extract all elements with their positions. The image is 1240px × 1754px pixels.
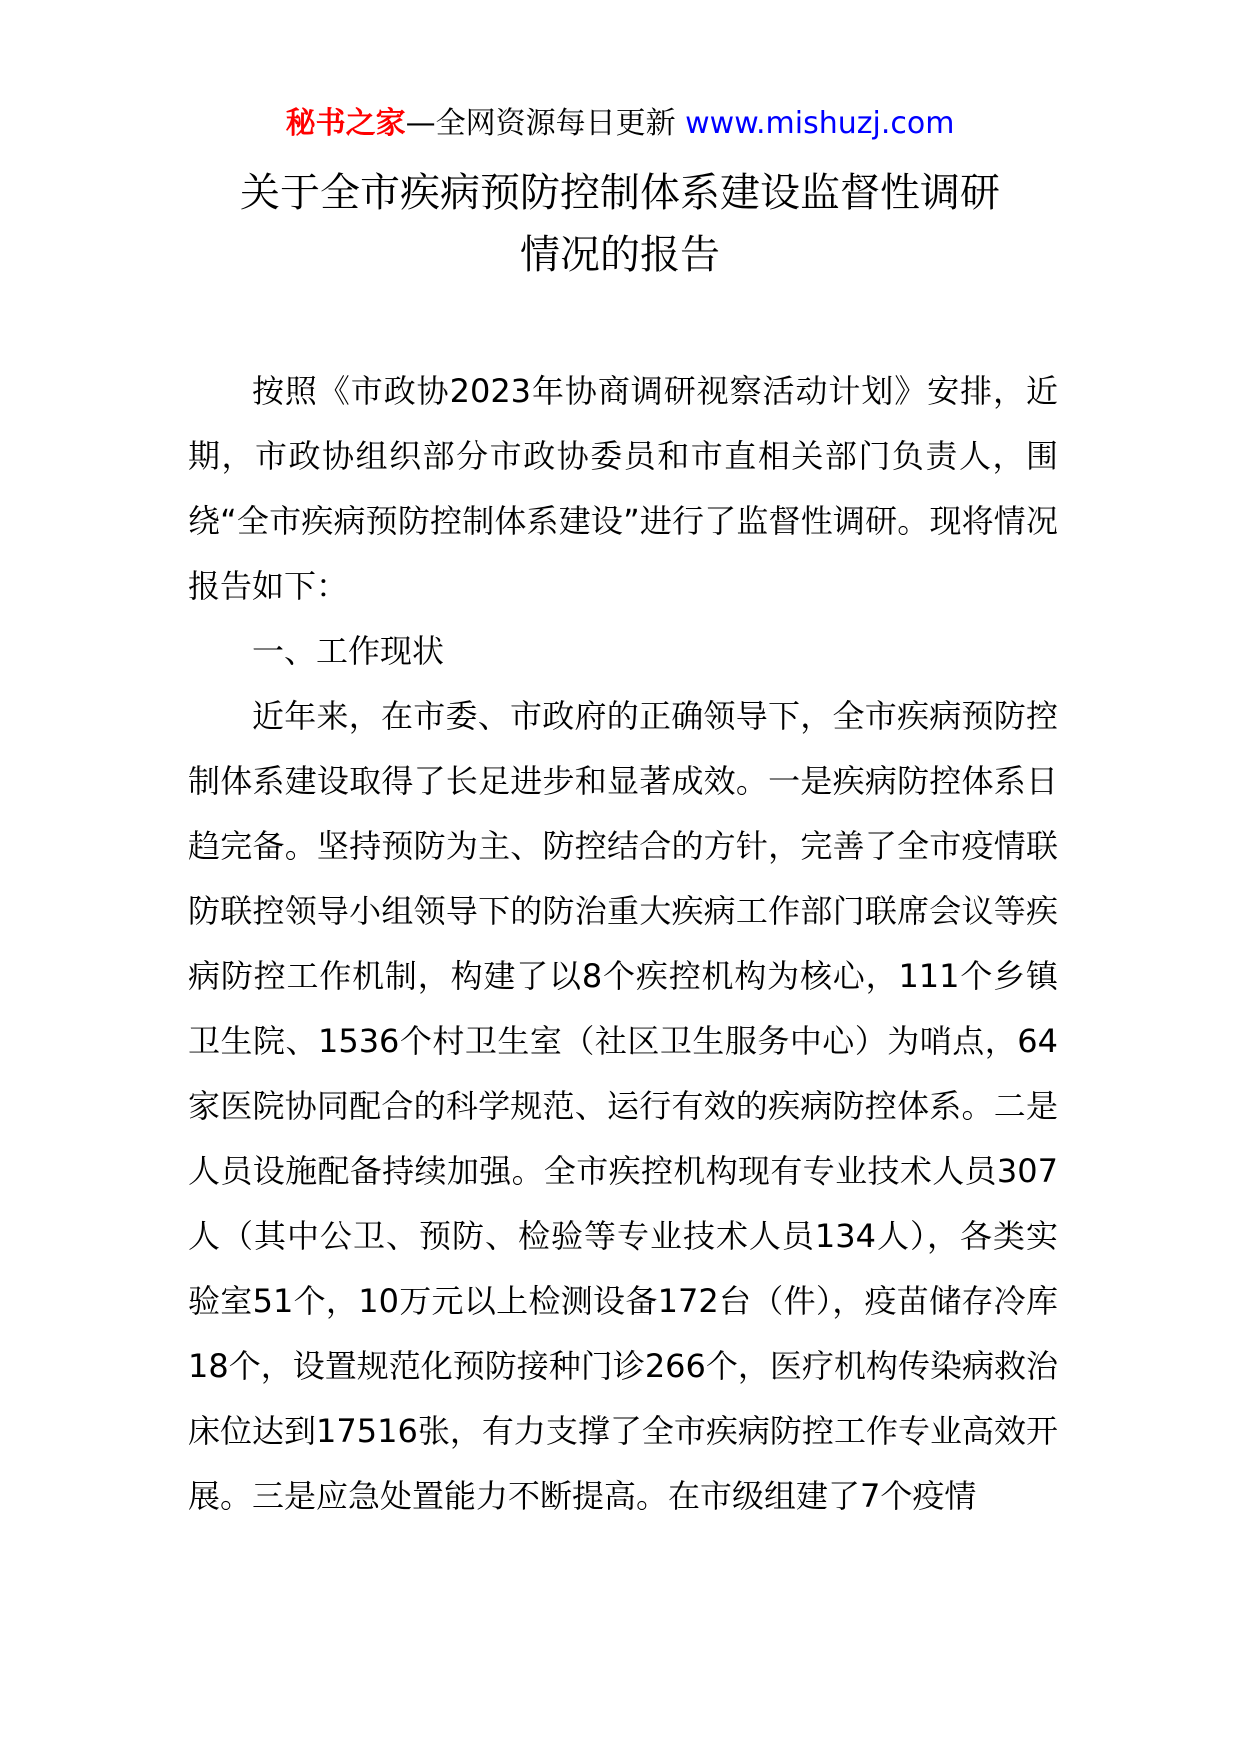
intro-paragraph: 按照《市政协2023年协商调研视察活动计划》安排，近期，市政协组织部分市政协委员和市直相关部门负责人，围绕“全市疾病预防控制体系建设”进行了监督性调研。现将情况报告如下： xyxy=(188,372,1058,605)
site-header xyxy=(0,104,1240,144)
site-tagline: —全网资源每日更新 xyxy=(405,106,676,141)
body-paragraph: 近年来，在市委、市政府的正确领导下，全市疾病预防控制体系建设取得了长足进步和显著成效。一是疾病防控体系日趋完备。坚持预防为主、防控结合的方针，完善了全市疫情联防联控领导小组领导下的防治重大疾病工作部门联席会议等疾病防控工作机制，构建了以8个疾控机构为核心，111个乡镇卫生院、1536个村卫生室（社区卫生服务中心）为哨点，64家医院协同配合的科学规范、运行有效的疾病防控体系。二是人员设施配备持续加强。全市疾控机构现有专业技术人员307人（其中公卫、预防、检验等专业技术人员134人），各类实验室51个，10万元以上检测设备172台（件），疫苗储存冷库18个，设置规范化预防接种门诊266个，医疗机构传染病救治床位达到17516张，有力支撑了全市疾病防控工作专业高效开展。三是应急处置能力不断提高。在市级组建了7个疫情 xyxy=(188,697,1058,1515)
site-url-link[interactable]: www.mishuzj.com xyxy=(685,106,955,141)
brand-name: 秘书之家 xyxy=(285,106,406,141)
section-heading: 一、工作现状 xyxy=(252,632,445,670)
title-line-1: 关于全市疾病预防控制体系建设监督性调研 xyxy=(240,170,1000,216)
title-line-2: 情况的报告 xyxy=(520,232,720,278)
document-title xyxy=(0,162,1240,286)
document-body xyxy=(188,359,1058,1529)
